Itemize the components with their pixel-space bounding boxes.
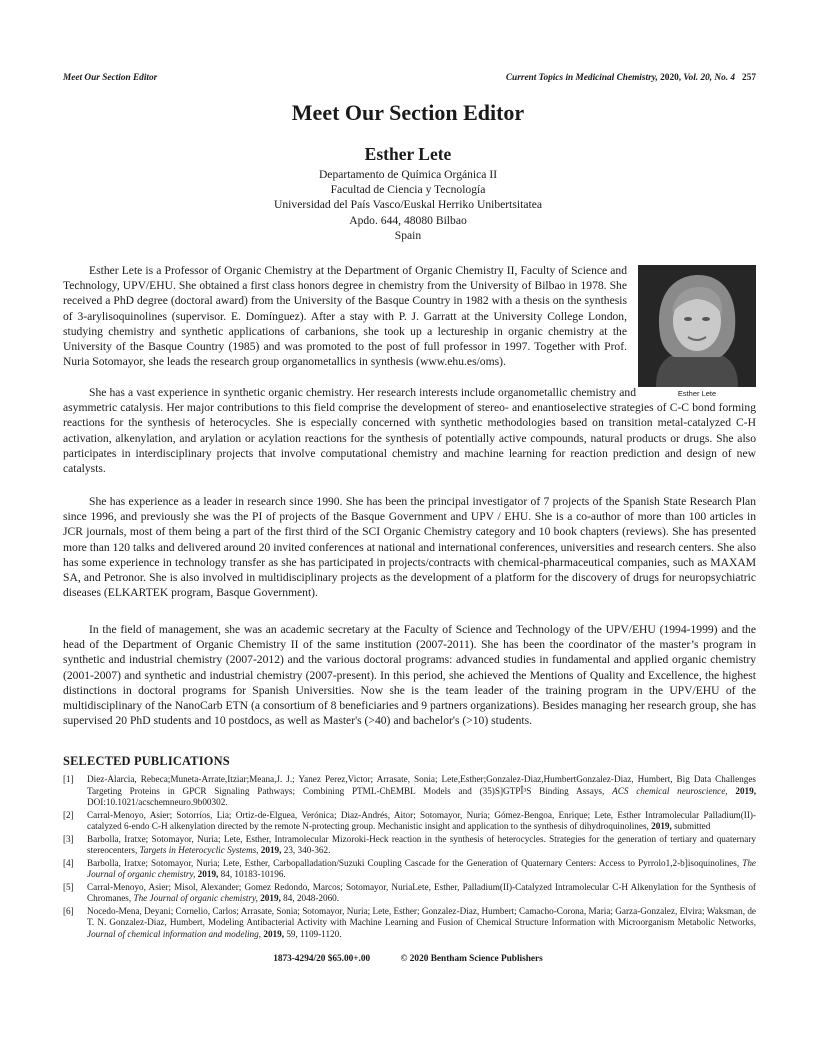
- publication-year: 2019,: [263, 928, 285, 939]
- footer-issn: 1873-4294/20 $65.00+.00: [273, 954, 371, 964]
- publication-year: 2019,: [260, 893, 281, 903]
- publication-item: [63, 858, 756, 881]
- affiliation-line: Universidad del País Vasco/Euskal Herriko Unibertsitatea: [274, 198, 542, 212]
- running-head: [63, 73, 756, 87]
- publication-number: [3]: [63, 833, 74, 844]
- publication-number: [1]: [63, 774, 74, 784]
- publication-details: 84, 2048-2060.: [283, 893, 340, 903]
- publication-year: 2019,: [197, 869, 219, 879]
- publication-item: [63, 810, 756, 833]
- biography-paragraph: In the field of management, she was an academic secretary at the Faculty of Science and Technology of the UPV/EHU (1994-1999) and the head of the Department of Organic Chemistry II of the same institution (2007-2011). She has been the coordinator of the master’s program in synthetic and industrial chemistry (2007-2012) and the various doctoral programs: advanced studies in fundamental and applied organic chemistry (2001-2007) and synthetic and industrial chemistry (2007-present). In this period, she achieved the Mentions of Quality and Excellence, the highest distinctions in doctoral programs for Spanish Universities. Now she is the team leader of the training program in the UPV/EHU of the multidisciplinary of the NanoCarb ETN (a consortium of 8 beneficiaries and 9 partners organizations). Besides managing her research group, she has supervised 20 PhD students and 10 postdocs, as well as Master's (>40) and bachelor's (>10) students.: [63, 623, 756, 728]
- publication-details: submitted: [674, 821, 711, 831]
- publication-journal: The Journal of organic chemistry,: [87, 857, 756, 879]
- biography-paragraph: Esther Lete is a Professor of Organic Chemistry at the Department of Organic Chemistry II, Faculty of Science and Technology, UPV/EHU. She obtained a first class honors degree in chemistry from the University of Bilbao in 1978. She received a PhD degree (doctoral award) from the University of the Basque Country in 1982 with a thesis on the synthesis of 3-arylisoquinolines (supervisor. E. Domínguez). After a stay with P. J. Garratt at the University College London, studying chemistry and synthetic applications of carbanions, she took up a lectureship in organic chemistry at the University of the Basque Country (1985) and was promoted to the post of full professor in 1997. Together with Prof. Nuria Sotomayor, she leads the research group organometallics in synthesis (www.ehu.es/oms).: [63, 264, 627, 369]
- affiliation-line: Facultad de Ciencia y Tecnología: [330, 183, 486, 197]
- publication-year: 2019,: [260, 845, 282, 855]
- publication-text: Nocedo-Mena, Deyani; Cornelio, Carlos; Arrasate, Sonia; Sotomayor, Nuria; Lete, Esther; Gonzalez-Diaz, Humbert; Camacho-Corona, Maria; Garza-Gonzalez, Elvira; Waksman, de T. N. Gonzalez-Diaz, Humbert, Modeling Antibacterial Activity with Machine Learning and Fusion of Chemical Structure Information with Microorganism Metabolic Networks,: [87, 905, 756, 927]
- page-title: Meet Our Section Editor: [291, 100, 525, 125]
- publication-details: DOI:10.1021/acschemneuro.9b00302.: [87, 797, 228, 807]
- journal-year: 2020,: [660, 73, 682, 83]
- publication-number: [2]: [63, 809, 74, 820]
- page-footer: [0, 954, 816, 964]
- editor-affiliation: [0, 167, 816, 243]
- affiliation-line: Departamento de Química Orgánica II: [318, 168, 498, 181]
- editor-photo: [638, 265, 756, 387]
- running-head-citation: [506, 73, 756, 83]
- affiliation-line: Spain: [394, 228, 422, 242]
- publication-text: Barbolla, Iratxe; Sotomayor, Nuria; Lete, Esther, Intramolecular Mizoroki-Heck reaction in the synthesis of heterocycles. Strategies for the generation of tertiary and quaternary stereocenters,: [87, 833, 756, 855]
- journal-volume: Vol. 20, No. 4: [683, 73, 736, 83]
- biography-paragraph: She has experience as a leader in research since 1990. She has been the principal investigator of 7 projects of the Spanish State Research Plan since 1996, and previously she was the PI of projects of the Basque Government and UPV / EHU. She is a co-author of more than 100 articles in JCR journals, most of them being a part of the first third of the SCI Organic Chemistry category and 10 book chapters (reviews). She has presented more than 120 talks and delivered around 20 invited conferences at national and international conferences, universities and research centers. She also has some experience in technology transfer as she has participated in projects/contracts with chemical-pharmaceutical companies, such as MAXAM SA, and Petronor. She is also involved in multidisciplinary projects as the development of a platform for the discovery of drugs for neuropsychiatric diseases (ELKARTEK program, Basque Government).: [63, 495, 756, 600]
- publication-text: Diez-Alarcia, Rebeca;Muneta-Arrate,Itziar;Meana,J. J.; Yanez Perez,Victor; Arrasate, Sonia; Lete,Esther;Gonzalez-Diaz,HumbertGonzalez-Diaz, Humbert, Big Data Challenges Targeting Proteins in GPCR Signaling Pathways; Combining PTML-ChEMBL Models and (35)S]GTPÎ³S Binding Assays,: [87, 774, 756, 796]
- footer-copyright: © 2020 Bentham Science Publishers: [400, 954, 543, 964]
- biography-paragraph: [63, 385, 756, 476]
- publication-year: 2019,: [735, 785, 757, 796]
- publication-number: [4]: [63, 857, 74, 868]
- publication-item: [63, 834, 756, 857]
- publication-details: 84, 10183-10196.: [220, 869, 286, 879]
- publication-journal: Targets in Heterocyclic Systems,: [139, 845, 259, 855]
- publication-number: [5]: [63, 881, 74, 892]
- publication-text: Carral-Menoyo, Asier; Misol, Alexander; Gomez Redondo, Marcos; Sotomayor, NuriaLete, Esther, Palladium(II)-Catalyzed Intramolecular C-H Alkenylation for the Synthesis of Chromanes,: [87, 881, 756, 903]
- affiliation-line: Apdo. 644, 48080 Bilbao: [349, 213, 467, 227]
- biography-text: She has a vast experience in synthetic organic chemistry. Her research interests include organometallic chemistry and asymmetric catalysis. Her major contributions to this field comprise the development of stereo- and enantioselective strategies of C-C bond forming reactions for the synthesis of heterocycles. She is especially concerned with synthetic methodologies based on transition metal-catalyzed C-H activation, alkenylation, and arylation or acylation reactions for the synthesis of potentially active compounds, natural products or drugs. She also participates in interdisciplinary projects that involve computational chemistry and machine learning for reaction prediction and design of new catalysts.: [63, 386, 756, 476]
- photo-spacer: [636, 385, 756, 399]
- publications-heading: SELECTED PUBLICATIONS: [63, 754, 230, 768]
- page-number: 257: [742, 73, 756, 83]
- publication-item: [63, 882, 756, 905]
- publication-number: [6]: [63, 905, 74, 916]
- editor-name: Esther Lete: [364, 144, 452, 164]
- photo-caption: Esther Lete: [677, 389, 717, 398]
- publication-item: [63, 774, 756, 809]
- publication-details: 23, 340-362.: [283, 845, 331, 855]
- publication-details: 59, 1109-1120.: [286, 928, 342, 939]
- publication-journal: The Journal of organic chemistry,: [133, 893, 258, 903]
- publication-text: Carral-Menoyo, Asier; Sotorríos, Lia; Ortiz-de-Elguea, Verónica; Diaz-Andrés, Aitor; Sotomayor, Nuria; Gómez-Bengoa, Enrique; Lete, Esther Intramolecular Palladium(II)-catalyzed 6-endo C-H alkenylation directed by the remote N-protecting group. Mechanistic insight and application to the synthesis of dihydroquinolines,: [87, 809, 756, 831]
- publication-journal: ACS chemical neuroscience,: [612, 785, 728, 796]
- publication-list: [63, 774, 756, 941]
- journal-name: Current Topics in Medicinal Chemistry,: [505, 73, 658, 83]
- publication-text: Barbolla, Iratxe; Sotomayor, Nuria; Lete, Esther, Carbopalladation/Suzuki Coupling Cascade for the Generation of Quaternary Centers: Access to Pyrrolo1,2-b]isoquinolines,: [87, 857, 740, 868]
- running-head-section: Meet Our Section Editor: [63, 73, 158, 83]
- publication-year: 2019,: [651, 821, 672, 831]
- publication-item: [63, 906, 756, 941]
- publication-journal: Journal of chemical information and modeling,: [87, 928, 262, 939]
